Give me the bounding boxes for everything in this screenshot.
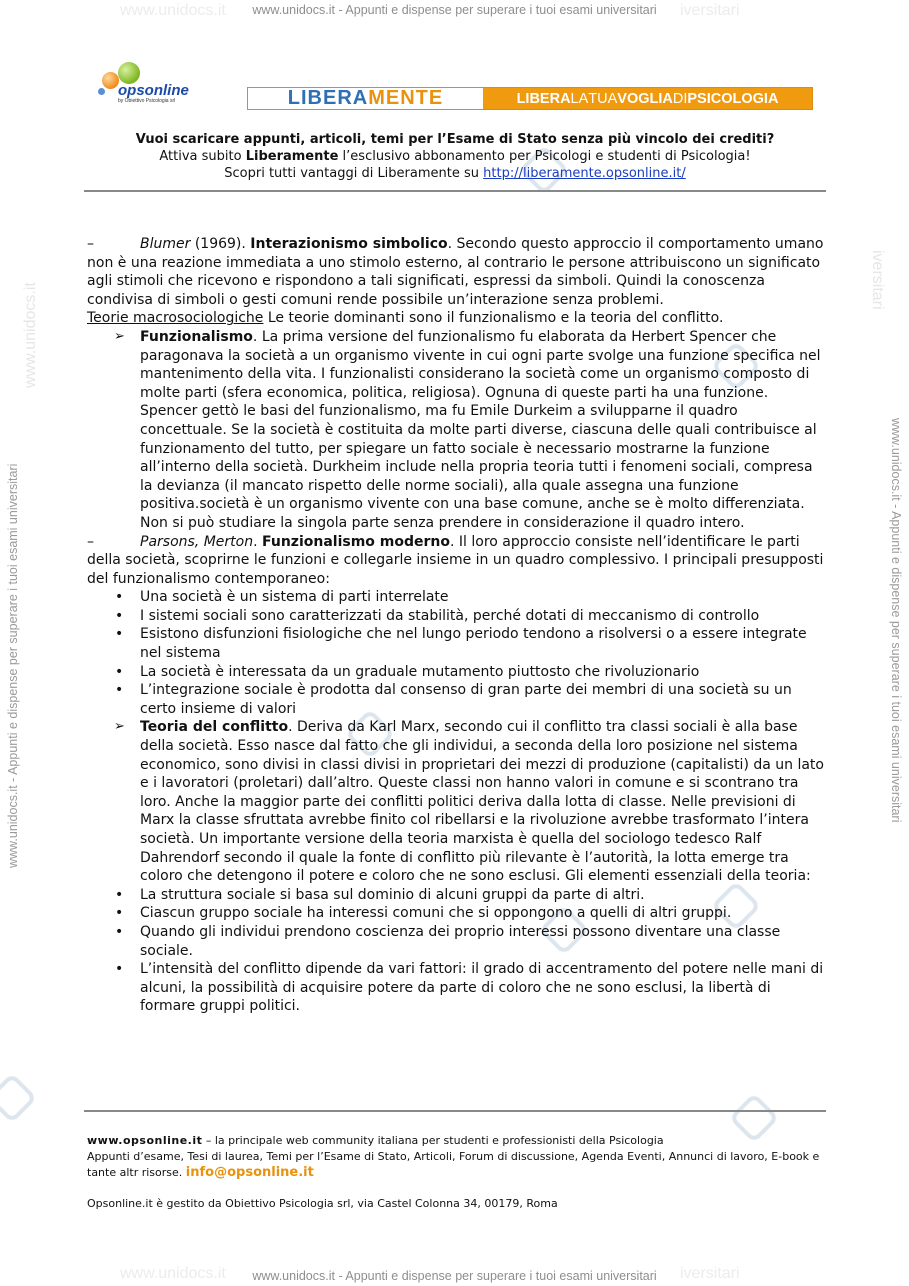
watermark-ghost-top-right: iversitari	[680, 2, 740, 19]
section-heading: Teorie macrosociologiche	[87, 310, 264, 327]
logo-subtitle: by Obiettivo Psicologia srl	[118, 98, 176, 104]
paragraph-text: Le teorie dominanti sono il funzionalismo e la teoria del conflitto.	[263, 310, 724, 327]
header-divider	[84, 190, 826, 192]
watermark-ghost-bottom-right: iversitari	[680, 1265, 740, 1282]
section-title: Funzionalismo moderno	[262, 533, 451, 550]
bullet-icon: •	[115, 607, 124, 624]
list-item	[87, 681, 827, 718]
dash-marker: –	[87, 236, 94, 252]
paragraph-text: . Il loro approccio consiste nell’identificare le parti della società, scoprirne le funzioni e collegarle insieme in un quadro complessivo. I principali presupposti del funzionalismo contemporaneo:	[87, 533, 824, 587]
promo-line-3	[84, 164, 826, 183]
paragraph-macrosociologiche	[87, 309, 827, 328]
watermark-ghost-top: www.unidocs.it	[120, 2, 226, 19]
section-title: Interazionismo simbolico	[250, 236, 448, 252]
logo-ball-blue-icon	[98, 88, 105, 95]
liberamente-banner[interactable]	[247, 87, 813, 110]
author: Parsons, Merton	[140, 533, 254, 550]
banner-brand	[248, 88, 483, 109]
dash-marker: –	[87, 533, 94, 550]
list-item	[87, 904, 827, 923]
bullet-icon: •	[115, 682, 124, 699]
slogan-word: VOGLIA	[617, 90, 673, 107]
banner-slogan	[483, 88, 812, 109]
paragraph-text: . La prima versione del funzionalismo fu elaborata da Herbert Spencer che paragonava la società a un organismo vivente in cui ogni parte svolge una funzione specifica nel mantenimento della vita. I funzionalisti considerano la società come un organismo composto di molte parti (sfera economica, politica, religiosa). Ognuna di queste parti ha una funzione. Spencer gettò le basi del funzionalismo, ma fu Emile Durkeim a svilupparne il quadro concettuale. Se la società è costituita da molte parti diverse, ciascuna delle quali contribuisce al funzionamento del tutto, per spiegare un fatto sociale è necessario mostrarne la funzione all’interno della società. Durkheim include nella propria teoria tutti i fenomeni sociali, compresa la devianza (il mancato rispetto delle norme sociali), alla quale assegna una funzione positiva.società è un organismo vivente con una base comune, anche se è molto differenziata. Non si può studiare la singola parte senza prendere in considerazione il quadro intero.	[140, 328, 821, 531]
watermark-stamp-icon	[0, 1073, 37, 1124]
footer-email-link[interactable]: info@opsonline.it	[185, 1165, 314, 1180]
paragraph-text: . Secondo questo approccio il comportamento umano non è una reazione immediata a uno stimolo esterno, al contrario le persone attribuiscono un significato agli stimoli che ricevono e rispondono a tali significati, espressi da simboli. Quindi la conoscenza condivisa di simboli o gesti comuni rende possibile un’interazione senza problemi.	[87, 236, 824, 308]
slogan-word: PSICOLOGIA	[687, 90, 779, 107]
slogan-word: TUA	[588, 90, 618, 107]
footer-tagline: – la principale web community italiana per studenti e professionisti della Psicologia	[202, 1134, 664, 1147]
section-title: Teoria del conflitto	[140, 719, 289, 736]
list-item	[87, 588, 827, 607]
slogan-word: DI	[672, 90, 688, 107]
promo-brand: Liberamente	[245, 149, 339, 164]
author: Blumer	[140, 236, 191, 252]
arrow-bullet-icon: ➢	[114, 328, 125, 344]
bullet-icon: •	[115, 961, 124, 978]
list-item-text: I sistemi sociali sono caratterizzati da stabilità, perché dotati di meccanismo di controllo	[140, 607, 760, 624]
watermark-right: www.unidocs.it - Appunti e dispense per superare i tuoi esami universitari	[889, 418, 903, 823]
opsonline-logo[interactable]	[96, 62, 226, 106]
arrow-item-funzionalismo	[87, 328, 827, 533]
paragraph-text: . Deriva da Karl Marx, secondo cui il conflitto tra classi sociali è alla base della società. Esso nasce dal fatto che gli individui, a seconda della loro posizione nel sistema economico, sono divisi in classi divisi in proprietari dei mezzi di produzione (capitalisti) da un lato e i lavoratori (proletari) dall’altro. Queste classi non hanno valori in comune e si scontrano tra loro. Anche la maggior parte dei conflitti politici deriva dalla lotta di classe. Nelle previsioni di Marx la classe sfruttata avrebbe finito col ribellarsi e la rivoluzione avrebbe trasformato l’intera società. Un importante versione della teoria marxista è quella del sociologo tedesco Ralf Dahrendorf secondo il quale la fonte di conflitto più rilevante è l’autorità, la lotta emerge tra coloro che detengono il potere e coloro che ne sono esclusi. Gli elementi essenziali della teoria:	[140, 719, 824, 885]
list-item	[87, 886, 827, 905]
watermark-bottom: www.unidocs.it - Appunti e dispense per superare i tuoi esami universitari	[252, 1269, 657, 1283]
list-item-text: L’integrazione sociale è prodotta dal consenso di gran parte dei membri di una società su un certo insieme di valori	[140, 682, 792, 717]
footer-info	[87, 1133, 827, 1181]
list-item	[87, 923, 827, 960]
promo-headline: Vuoi scaricare appunti, articoli, temi per l’Esame di Stato senza più vincolo dei crediti?	[135, 132, 775, 147]
watermark-ghost-bottom: www.unidocs.it	[120, 1265, 226, 1282]
bullet-icon: •	[115, 923, 124, 940]
list-item-text: Ciascun gruppo sociale ha interessi comuni che si oppongono a quelli di altri gruppi.	[140, 905, 732, 922]
list-item-text: La società è interessata da un graduale mutamento piuttosto che rivoluzionario	[140, 663, 700, 680]
bullet-icon: •	[115, 589, 124, 606]
paragraph-funzionalismo-moderno	[87, 533, 827, 589]
slogan-word: LA	[570, 90, 589, 107]
list-item-text: Esistono disfunzioni fisiologiche che nel lungo periodo tendono a risolversi o a essere integrate nel sistema	[140, 626, 807, 662]
list-item-text: Quando gli individui prendono coscienza dei proprio interessi possono diventare una classe sociale.	[140, 923, 781, 959]
watermark-ghost-right: iversitari	[869, 250, 886, 310]
promo-text: Scopri tutti vantaggi di Liberamente su	[224, 166, 484, 181]
banner-brand-part1: LIBERA	[287, 87, 369, 109]
footer-site-link[interactable]: www.opsonline.it	[87, 1134, 203, 1147]
list-item-text: L’intensità del conflitto dipende da vari fattori: il grado di accentramento del potere nelle mani di alcuni, la possibilità di acquisire potere da parte di coloro che ne sono esclusi, la libertà di formare gruppi politici.	[140, 961, 824, 1015]
document-body	[87, 235, 827, 1016]
watermark-ghost-left: www.unidocs.it	[22, 282, 39, 388]
bullet-icon: •	[115, 886, 124, 903]
footer-divider	[84, 1110, 826, 1112]
list-item	[87, 663, 827, 682]
list-item	[87, 625, 827, 662]
logo-ball-orange-icon	[102, 72, 119, 89]
footer-services: Appunti d’esame, Tesi di laurea, Temi per l’Esame di Stato, Articoli, Forum di discussione, Agenda Eventi, Annunci di lavoro, E-book e tante altr risorse.	[87, 1150, 820, 1179]
liberamente-link[interactable]: http://liberamente.opsonline.it/	[483, 166, 686, 181]
arrow-item-conflitto	[87, 718, 827, 885]
list-item	[87, 960, 827, 1016]
year: (1969).	[190, 236, 251, 252]
list-item	[87, 607, 827, 626]
promo-text: l’esclusivo abbonamento per Psicologi e studenti di Psicologia!	[338, 149, 751, 164]
watermark-top: www.unidocs.it - Appunti e dispense per superare i tuoi esami universitari	[252, 3, 657, 17]
section-title: Funzionalismo	[140, 328, 253, 345]
bullet-icon: •	[115, 663, 124, 680]
promo-text: Attiva subito	[159, 149, 246, 164]
list-item-text: La struttura sociale si basa sul dominio di alcuni gruppi da parte di altri.	[140, 886, 645, 903]
arrow-bullet-icon: ➢	[114, 719, 125, 735]
logo-ball-green-icon	[118, 62, 140, 84]
paragraph-interazionismo	[87, 235, 827, 309]
logo-name: opsonline	[118, 82, 189, 99]
bullet-icon: •	[115, 905, 124, 922]
list-item-text: Una società è un sistema di parti interrelate	[140, 589, 449, 606]
watermark-left: www.unidocs.it - Appunti e dispense per superare i tuoi esami universitari	[6, 463, 20, 868]
footer-company: Opsonline.it è gestito da Obiettivo Psicologia srl, via Castel Colonna 34, 00179, Roma	[87, 1197, 558, 1210]
banner-brand-part2: MENTE	[368, 87, 444, 109]
separator: .	[253, 533, 262, 550]
bullet-icon: •	[115, 626, 124, 643]
slogan-word: LIBERA	[516, 90, 571, 107]
